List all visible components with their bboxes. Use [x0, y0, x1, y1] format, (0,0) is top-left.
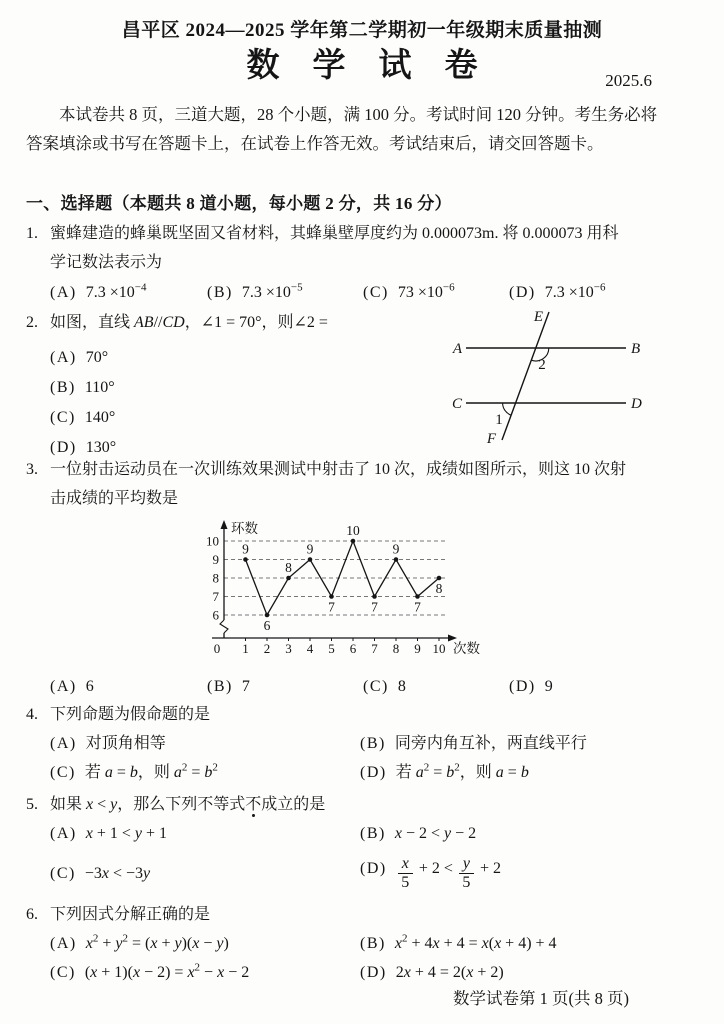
- question-5-options-row-1: [50, 819, 700, 848]
- svg-text:6: 6: [212, 607, 219, 623]
- svg-text:6: 6: [349, 641, 357, 656]
- svg-text:9: 9: [392, 541, 400, 557]
- question-2: [26, 308, 446, 462]
- question-4-options-row-1: [50, 729, 700, 758]
- svg-text:3: 3: [285, 641, 292, 656]
- q5-option-c: (C) −3x < −3y: [50, 864, 151, 882]
- q2-option-b: (B) 110°: [50, 379, 115, 396]
- shooting-scores-chart-wrap: [200, 516, 700, 668]
- svg-text:次数: 次数: [453, 641, 480, 656]
- q5-option-b: (B) x − 2 < y − 2: [360, 825, 477, 842]
- instructions-line-2: 答案填涂或书写在答题卡上，在试卷上作答无效。考试结束后，请交回答题卡。: [26, 134, 604, 153]
- question-6-options-row-2: [50, 958, 700, 987]
- q2-option-c: (C) 140°: [50, 409, 116, 426]
- question-6-options-row-1: [50, 929, 700, 958]
- question-4-text: 下列命题为假命题的是: [50, 706, 211, 723]
- question-2-options: [50, 343, 446, 462]
- exam-header-line: 昌平区 2024—2025 学年第二学期初一年级期末质量抽测: [121, 20, 603, 41]
- question-1-text: 蜜蜂建造的蜂巢既坚固又省材料，其蜂巢壁厚度约为 0.000073m. 将 0.000073 用科 学记数法表示为: [50, 225, 619, 271]
- question-4-options-row-2: [50, 758, 700, 787]
- q6-option-a: (A) $x^2 + y^2 = (x + y)(x - y)$: [50, 932, 229, 952]
- label-B: B: [631, 341, 641, 357]
- svg-text:9: 9: [242, 541, 249, 557]
- q5-option-d: (D) $\frac{x}{5}$ + 2 < $\frac{y}{5}$ + 2: [360, 854, 502, 892]
- transversal-EF: [502, 312, 549, 440]
- question-3: [26, 455, 700, 701]
- question-3-text: 一位射击运动员在一次训练效果测试中射击了 10 次，成绩如图所示，则这 10 次射 击成绩的平均数是: [50, 461, 627, 507]
- svg-text:8: 8: [392, 641, 400, 656]
- svg-text:6: 6: [263, 618, 271, 633]
- svg-text:10: 10: [206, 533, 219, 549]
- svg-text:9: 9: [414, 641, 421, 656]
- q1-option-a: (A) $7.3 \times 10^{-4}$: [50, 281, 147, 301]
- q6-option-d: (D) 2x + 4 = 2(x + 2): [360, 964, 504, 981]
- section-1-heading: 一、选择题（本题共 8 道小题，每小题 2 分，共 16 分）: [26, 194, 452, 213]
- svg-text:9: 9: [306, 541, 314, 557]
- svg-text:7: 7: [414, 599, 421, 615]
- q1-option-d: (D) $7.3 \times 10^{-6}$: [509, 281, 606, 301]
- label-F: F: [486, 431, 496, 447]
- label-E: E: [533, 309, 543, 325]
- question-4: [26, 700, 700, 787]
- q3-option-b: (B) 7: [207, 678, 250, 695]
- question-2-text: 如图，直线 AB//CD，∠1 = 70°，则∠2 =: [50, 314, 328, 331]
- svg-text:7: 7: [328, 599, 335, 615]
- q2-option-d: (D) 130°: [50, 439, 117, 456]
- question-5-body: [50, 790, 700, 896]
- q5-option-a: (A) x + 1 < y + 1: [50, 825, 168, 842]
- svg-text:7: 7: [212, 589, 219, 604]
- q3-option-c: (C) 8: [363, 678, 406, 695]
- svg-text:0: 0: [213, 641, 221, 656]
- q3-option-a: (A) 6: [50, 678, 94, 695]
- svg-text:8: 8: [435, 581, 443, 596]
- question-3-options: [50, 672, 700, 701]
- question-6: [26, 900, 700, 987]
- label-angle-1: 1: [495, 412, 503, 428]
- q1-option-b: (B) $7.3 \times 10^{-5}$: [207, 281, 303, 301]
- question-6-number: 6.: [26, 906, 38, 923]
- score-line-chart: [200, 516, 500, 668]
- q1-option-c: (C) $73 \times 10^{-6}$: [363, 281, 455, 301]
- question-1-body: [50, 219, 700, 307]
- svg-text:8: 8: [212, 570, 219, 586]
- question-5: [26, 790, 700, 896]
- parallel-lines-figure: [450, 306, 665, 451]
- question-3-body: [50, 455, 700, 701]
- question-4-number: 4.: [26, 706, 38, 723]
- svg-text:4: 4: [306, 641, 314, 656]
- question-5-number: 5.: [26, 796, 38, 813]
- question-4-body: [50, 700, 700, 787]
- q4-option-d: (D) 若 $a^2 = b^2$，则 a = b: [360, 761, 529, 781]
- question-6-body: [50, 900, 700, 987]
- question-6-text: 下列因式分解正确的是: [50, 906, 211, 923]
- svg-text:1: 1: [242, 641, 249, 656]
- q2-option-a: (A) 70°: [50, 349, 109, 366]
- question-1-number: 1.: [26, 225, 38, 242]
- svg-text:9: 9: [212, 552, 219, 567]
- svg-text:10: 10: [432, 641, 446, 656]
- question-5-options-row-2: [50, 850, 700, 896]
- exam-instructions: [26, 100, 698, 158]
- svg-text:2: 2: [263, 641, 271, 656]
- q4-option-c: (C) 若 a = b，则 $a^2 = b^2$: [50, 761, 218, 781]
- question-1-options: [50, 278, 700, 307]
- question-2-body: [50, 308, 446, 462]
- svg-text:5: 5: [328, 641, 335, 656]
- question-1: [26, 219, 700, 307]
- svg-text:8: 8: [285, 560, 292, 575]
- instructions-line-1: 本试卷共 8 页，三道大题，28 个小题，满 100 分。考试时间 120 分钟。考生务必将: [59, 105, 658, 124]
- svg-text:环数: 环数: [231, 521, 258, 536]
- label-D: D: [631, 396, 642, 412]
- angle-1-arc: [503, 403, 512, 415]
- emphasized-char: 不: [245, 796, 262, 813]
- label-A: A: [452, 341, 462, 357]
- question-2-number: 2.: [26, 314, 38, 331]
- exam-date: 2025.6: [605, 71, 652, 90]
- q4-option-a: (A) 对顶角相等: [50, 735, 166, 752]
- q6-option-c: (C) $(x + 1)(x - 2) = x^2 - x - 2$: [50, 961, 250, 981]
- fraction-y-over-5: $\frac{y}{5}$: [459, 856, 474, 893]
- svg-text:7: 7: [371, 599, 378, 615]
- svg-text:7: 7: [371, 641, 378, 656]
- q4-option-b: (B) 同旁内角互补，两直线平行: [360, 735, 587, 752]
- question-5-text: 如果 x < y，那么下列不等式不成立的是: [50, 796, 326, 813]
- page-footer: 数学试卷第 1 页(共 8 页): [453, 989, 629, 1008]
- q3-option-d: (D) 9: [509, 678, 553, 695]
- label-C: C: [451, 396, 462, 412]
- q6-option-b: (B) $x^2 + 4x + 4 = x(x + 4) + 4$: [360, 932, 557, 952]
- page-title: 数 学 试 卷: [246, 48, 478, 84]
- svg-text:10: 10: [346, 523, 360, 538]
- question-3-number: 3.: [26, 461, 38, 478]
- label-angle-2: 2: [538, 357, 546, 373]
- fraction-x-over-5: $\frac{x}{5}$: [398, 856, 413, 893]
